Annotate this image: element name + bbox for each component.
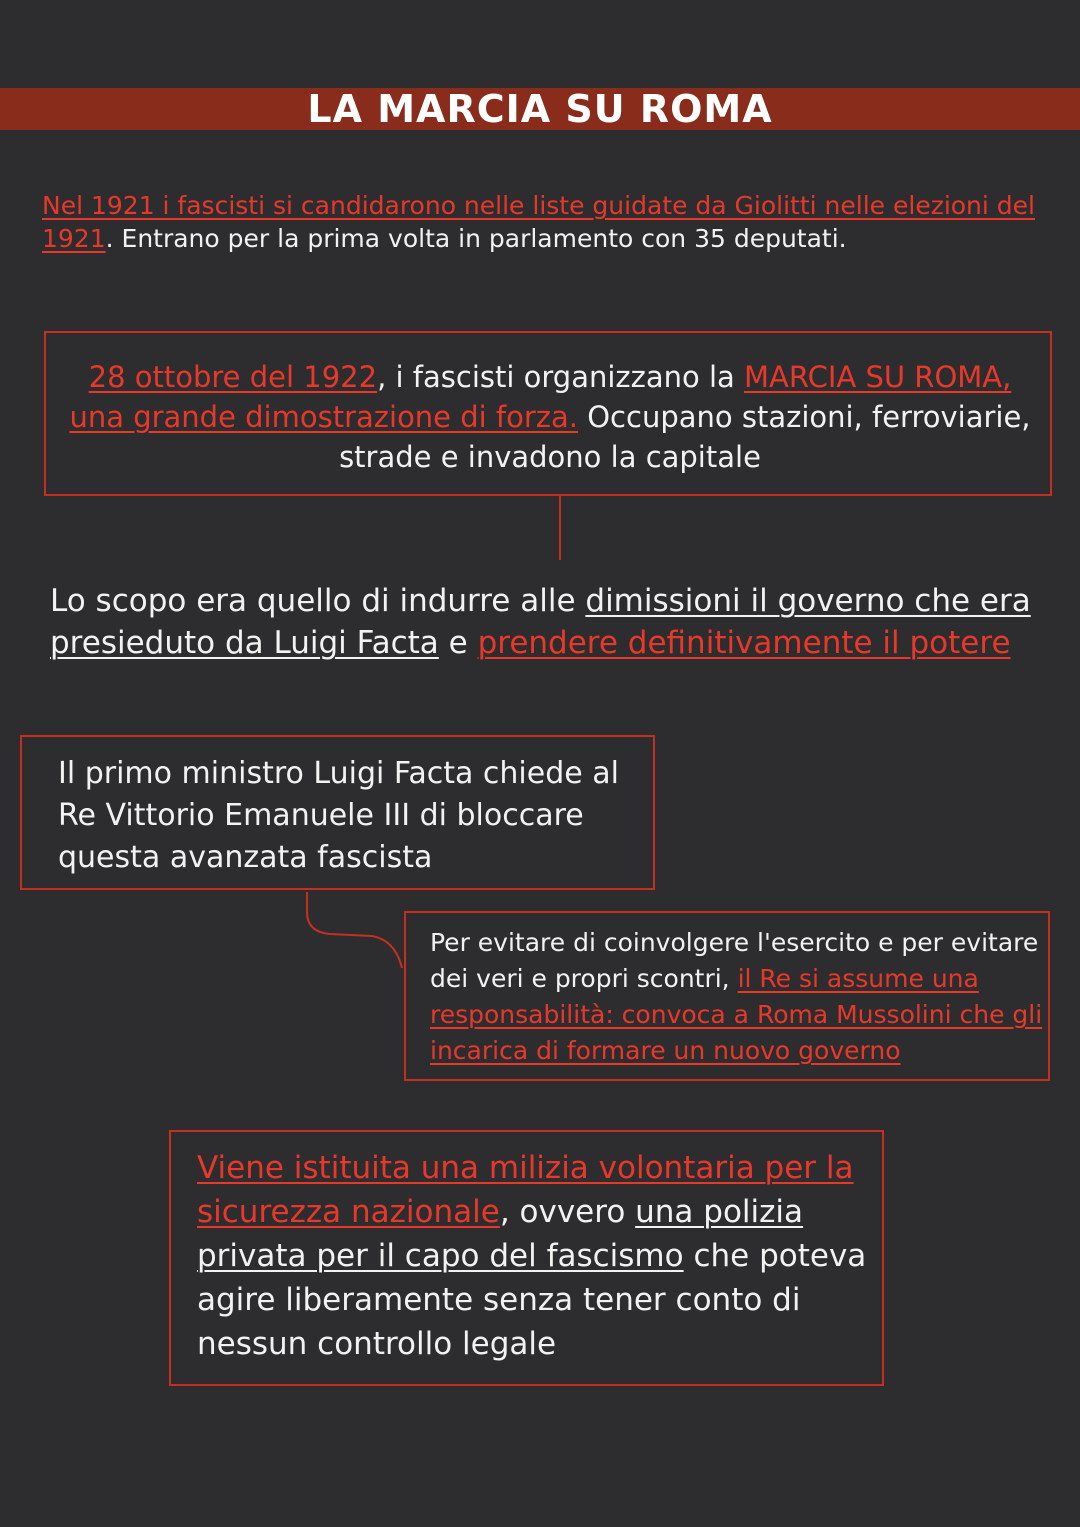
king-box xyxy=(404,911,1050,1081)
militia-highlight: Viene istituita una milizia volontaria per la sicurezza nazionale xyxy=(197,1150,854,1230)
king-highlight: il Re si assume una responsabilità: convoca a Roma Mussolini che gli incarica di formare un nuovo governo xyxy=(430,964,1043,1065)
march-box xyxy=(44,331,1052,496)
militia-text-1: , ovvero xyxy=(499,1194,636,1230)
facta-box xyxy=(20,735,655,890)
scope-highlight: prendere definitivamente il potere xyxy=(477,625,1011,661)
scope-paragraph xyxy=(50,580,1050,664)
king-text-1: Per evitare di coinvolgere l'esercito e per evitare dei veri e propri scontri, xyxy=(430,928,1039,993)
march-date: 28 ottobre del 1922 xyxy=(88,360,378,394)
march-force: una grande dimostrazione di forza. xyxy=(69,400,579,434)
facta-text: Il primo ministro Luigi Facta chiede al Re Vittorio Emanuele III di bloccare questa avanzata fascista xyxy=(58,756,619,875)
march-text xyxy=(66,357,1034,477)
march-text-2: Occupano stazioni, ferroviarie, strade e invadono la capitale xyxy=(339,400,1031,474)
connector-line xyxy=(559,496,561,560)
militia-text xyxy=(197,1146,877,1366)
march-text-1: , i fascisti organizzano la xyxy=(377,360,745,394)
intro-paragraph xyxy=(42,190,1052,255)
militia-underlined: una polizia privata per il capo del fascismo xyxy=(197,1194,804,1274)
militia-box xyxy=(169,1130,884,1386)
intro-rest: . Entrano per la prima volta in parlamento con 35 deputati. xyxy=(105,223,847,253)
march-name: MARCIA SU ROMA, xyxy=(744,360,1012,394)
king-text xyxy=(430,925,1046,1069)
scope-text-2: e xyxy=(438,625,478,661)
intro-highlight: Nel 1921 i fascisti si candidarono nelle liste guidate da Giolitti nelle elezioni del 1921 xyxy=(42,191,1035,253)
militia-text-2: che poteva agire liberamente senza tener conto di nessun controllo legale xyxy=(197,1238,867,1362)
page-title: LA MARCIA SU ROMA xyxy=(307,87,773,131)
scope-underlined: dimissioni il governo che era presieduto da Luigi Facta xyxy=(50,583,1031,661)
scope-text-1: Lo scopo era quello di indurre alle xyxy=(50,583,586,619)
